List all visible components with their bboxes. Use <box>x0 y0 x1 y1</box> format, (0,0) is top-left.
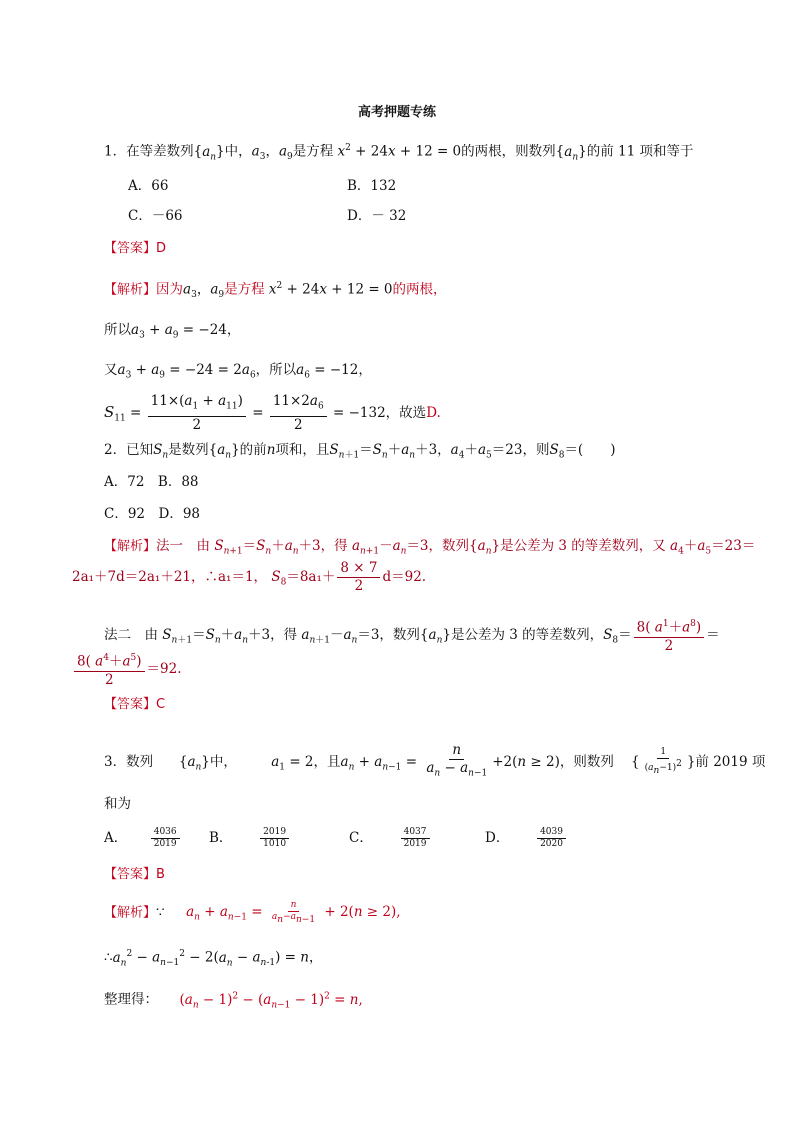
q1-analysis-line3: 又$a_3 + a_9 = -24 = 2a_6$，所以$a_6 = -12$， <box>104 362 372 381</box>
q2-analysis-method2-line2: $\frac{8( a^4+a^5)}{2}$ ＝92. <box>72 650 182 689</box>
fraction-1-over-square: $\frac{1}{(a_n-1)^2}$ <box>644 747 682 777</box>
q2-analysis-method2-line1: 法二 由 $S_{n+1}=S_n+a_n+3$，得 $a_{n+1}-a_n=3$，数列$\{a_n\}$是公差为 3 的等差数列，$S_8=$ $\frac{8( a^1+a^8)}{2}$ ＝ <box>104 616 720 655</box>
q1-option-c[interactable]: C．－66 <box>128 208 183 224</box>
q1-analysis-line1: 【解析】因为$a_3$，$a_9$是方程 $x^2 + 24x + 12 = 0$的两根， <box>104 281 447 301</box>
q3-option-c[interactable]: C． $\frac{4037}{2019}$ <box>349 826 432 850</box>
fraction-n-over-diff: $\frac{n}{a_n - a_{n-1}}$ <box>426 742 488 779</box>
q2-analysis-method1-line2: 2a₁＋7d＝2a₁＋21，∴a₁＝1， $S_8=8a_1+$ $\frac{8 \times 7}{2}$ d＝92. <box>72 560 427 594</box>
q3-stem: 3．数列 $\{a_n\}$中， $a_1 = 2$，且$a_n + a_{n-1}$ = $\frac{n}{a_n - a_{n-1}}$ +2(n ≥ 2)，则数列 { $\frac{1}{(a_n-1)^2}$ }前 2019 项 <box>104 742 765 783</box>
q3-analysis-line1: 【解析】∵ $a_n + a_{n-1}$ = $\frac{n}{a_n-a_{n-1}}$ + 2(n ≥ 2), <box>104 900 401 925</box>
q2-options-cd[interactable]: C．92 D．98 <box>104 506 201 522</box>
fraction-sum-a1-a11: $\frac{11\times(a_1 + a_{11})}{2}$ <box>148 393 246 434</box>
q1-analysis-line4: $S_{11}$ = $\frac{11\times(a_1 + a_{11})}{2}$ = $\frac{11\times 2a_6}{2}$ = −132，故选D. <box>104 393 441 433</box>
q2-answer: 【答案】C <box>104 697 166 712</box>
q2-analysis-method1-line1: 【解析】法一 由 $S_{n+1}=S_n+a_n+3$，得 $a_{n+1}-a_n=3$，数列$\{a_n\}$是公差为 3 的等差数列，又 $a_4+a_5=23=$ <box>104 538 756 557</box>
q2-stem: 2．已知$S_n$是数列$\{a_n\}$的前n项和，且$S_{n+1}=S_n+a_n+3$，$a_4+a_5=23$，则$S_8=$( ) <box>104 442 616 461</box>
fraction-11x2a6: $\frac{11\times 2a_6}{2}$ <box>270 393 327 434</box>
fraction-8x7-over-2: $\frac{8 \times 7}{2}$ <box>337 560 380 595</box>
q1-stem: 1．在等差数列$\{a_n\}$中，$a_3$，$a_9$是方程 $x^2 + 24x + 12 = 0$的两根，则数列$\{a_n\}$的前 11 项和等于 <box>104 143 694 163</box>
q3-option-d[interactable]: D． $\frac{4039}{2020}$ <box>485 826 568 850</box>
q1-answer: 【答案】D <box>104 241 167 256</box>
q3-analysis-line3: 整理得： $(a_n - 1)^2 - (a_{n-1} - 1)^2 = n$, <box>104 991 363 1011</box>
q1-option-b[interactable]: B．132 <box>347 178 397 194</box>
q2-options-ab[interactable]: A．72 B．88 <box>104 474 199 490</box>
q3-analysis-line2: $\therefore a_n^2 - a_{n-1}^2 - 2(a_n - a_{n-1}) = n$， <box>104 949 323 969</box>
q3-option-b[interactable]: B． $\frac{2019}{1010}$ <box>209 826 291 850</box>
q3-stem-continued: 和为 <box>104 796 131 812</box>
q1-option-a[interactable]: A．66 <box>128 178 169 194</box>
page-title: 高考押题专练 <box>357 105 436 120</box>
fraction-8-a1-a8: $\frac{8( a^1+a^8)}{2}$ <box>634 616 705 655</box>
q1-analysis-line2: 所以$a_3 + a_9 = -24$， <box>104 322 241 341</box>
q1-option-d[interactable]: D．－ 32 <box>347 208 407 224</box>
fraction-8-a4-a5: $\frac{8( a^4+a^5)}{2}$ <box>74 650 145 689</box>
q3-answer: 【答案】B <box>104 867 165 882</box>
q3-option-a[interactable]: A． $\frac{4036}{2019}$ <box>104 826 182 850</box>
